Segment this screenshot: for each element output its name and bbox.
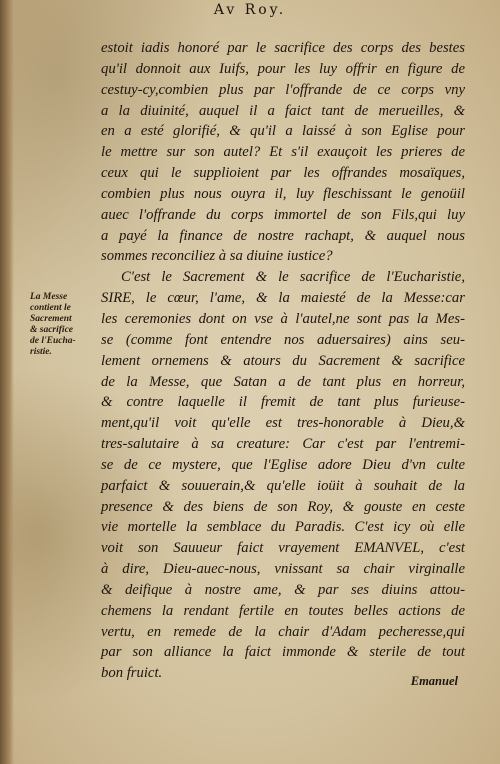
text-line: se (comme font entendre nos aduersaires) ains seu- <box>101 331 465 348</box>
paragraph-start-line: C'est le Sacrement & le sacrifice de l'Eucharistie, <box>121 269 465 286</box>
text-line: vertu, en remede de la chair d'Adam pecheresse,qui <box>101 623 465 640</box>
text-line: se de ce mystere, que l'Eglise adore Dieu d'vn culte <box>101 456 465 473</box>
text-line: parfaict & souuerain,& qu'elle ioüit à souhait de la <box>101 477 465 494</box>
text-line: estoit iadis honoré par le sacrifice des corps des bestes <box>101 40 465 56</box>
margin-note-line: de l'Eucha- <box>30 336 76 346</box>
text-line: vie mortelle la semblace du Paradis. C'est icy où elle <box>101 519 465 536</box>
text-line: & contre laquelle il fremit de tant plus furieuse- <box>101 394 465 411</box>
text-line: SIRE, le cœur, l'ame, & la maiesté de la Messe:car <box>101 290 465 307</box>
text-line: lement ornemens & atours du Sacrement & sacrifice <box>101 352 465 369</box>
margin-note-line: La Messe <box>30 292 68 302</box>
text-line: combien plus nous ouyra il, luy fleschissant le genoüil <box>101 185 465 202</box>
page-gutter-shadow <box>0 0 14 764</box>
margin-note-line: ristie. <box>30 347 52 357</box>
text-line: ceux qui le supplioient par les offrandes mosaïques, <box>101 165 465 182</box>
text-line: auec l'offrande du corps immortel de son Fils,qui luy <box>101 206 465 223</box>
text-line: voit son Sauueur faict vrayement EMANVEL, c'est <box>101 540 465 557</box>
text-line: & deifique à nostre ame, & par ses diuins attou- <box>101 581 465 598</box>
text-line: en a esté glorifié, & qu'il a laissé à son Eglise pour <box>101 123 465 140</box>
text-line: sommes reconciliez à sa diuine iustice? <box>101 248 333 265</box>
margin-note-line: & sacrifice <box>30 325 74 335</box>
text-line: tres-salutaire à sa creature: Car c'est par l'entremi- <box>101 436 465 453</box>
catchword: Emanuel <box>410 674 458 688</box>
text-line: les ceremonies dont on vse à l'autel,ne sont pas la Mes- <box>101 310 465 327</box>
text-line: par son alliance la faict immonde & sterile de tout <box>101 644 465 661</box>
body-text <box>101 38 465 684</box>
text-line: bon fruict. <box>101 665 163 682</box>
running-header: Av Roy. <box>213 2 287 18</box>
margin-note-line: contient le <box>30 303 71 313</box>
text-line: à dire, Dieu-auec-nous, vnissant sa chair virginalle <box>101 561 465 578</box>
text-line: le mettre sur son autel? Et s'il exauçoit les prieres de <box>101 144 465 161</box>
text-line: qu'il donnoit aux Iuifs, pour les luy offrir en figure de <box>101 60 465 77</box>
margin-note-line: Sacrement <box>30 314 72 324</box>
text-line: chemens la rendant fertile en toutes belles actions de <box>101 602 465 619</box>
text-line: ment,qu'il voit qu'elle est tres-honorable à Dieu,& <box>101 415 465 432</box>
margin-note <box>30 292 100 358</box>
text-line: de la Messe, que Satan a de tant plus en horreur, <box>101 373 465 390</box>
text-line: cestuy-cy,combien plus par l'offrande de ce corps vny <box>101 81 465 98</box>
text-line: presence & des biens de son Roy, & gouste en ceste <box>101 498 465 515</box>
text-line: a la diuinité, auquel il a faict tant de merueilles, & <box>101 102 465 119</box>
text-line: a payé la finance de nostre rachapt, & auquel nous <box>101 227 465 244</box>
